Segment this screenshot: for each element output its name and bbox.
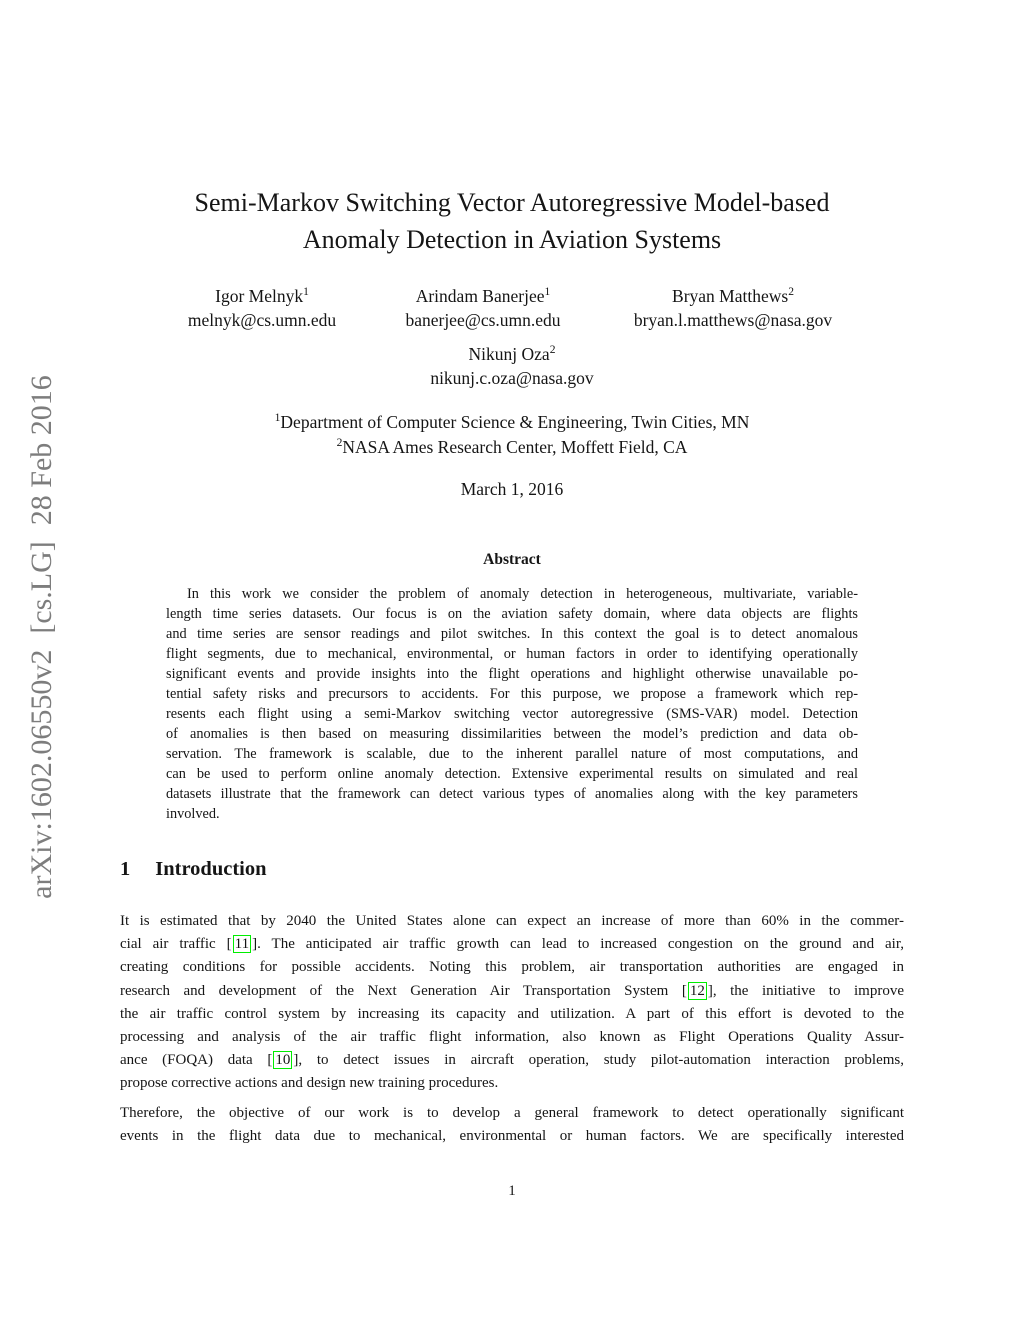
text-line: of anomalies is then based on measuring dissimilarities between the model’s prediction and data ob-: [166, 726, 858, 742]
citation-number: 11: [234, 936, 250, 953]
author-name-text: Bryan Matthews: [672, 286, 789, 306]
text-line: Therefore, the objective of our work is to develop a general framework to detect operationally significant: [120, 1105, 904, 1121]
section-heading-introduction: [120, 858, 267, 881]
author-block-3: [634, 284, 832, 332]
citation-link[interactable]: [ 12 ]: [681, 982, 713, 999]
affiliation-mark: 2: [336, 437, 343, 450]
paper-title: [0, 184, 1024, 258]
citation-link[interactable]: [ 10 ]: [267, 1052, 299, 1069]
affiliation-line-2: [0, 435, 1024, 460]
arxiv-category: [cs.LG]: [25, 541, 58, 634]
citation-number: 10: [275, 1052, 291, 1069]
author-affiliation-mark: 2: [788, 286, 794, 299]
text-line: In this work we consider the problem of anomaly detection in heterogeneous, multivariate, variable-: [187, 586, 858, 602]
text-line: processing and analysis of the air traffic flight information, also known as Flight Operations Quality Assur-: [120, 1029, 904, 1046]
author-email: melnyk@cs.umn.edu: [187, 310, 337, 330]
text-line: the air traffic control system by increasing its capacity and utilization. A part of this effort is devoted to the: [120, 1005, 904, 1022]
intro-paragraph-1: [120, 910, 904, 1096]
paper-title-line2: Anomaly Detection in Aviation Systems: [302, 225, 722, 254]
text-line: and time series are sensor readings and pilot switches. In this context the goal is to detect anomalous: [166, 626, 858, 642]
author-email: bryan.l.matthews@nasa.gov: [633, 310, 833, 330]
author-email: nikunj.c.oza@nasa.gov: [430, 368, 594, 388]
citation-link[interactable]: [ 11 ]: [226, 936, 258, 953]
page-number: 1: [508, 1183, 516, 1199]
author-name-text: Igor Melnyk: [215, 286, 304, 306]
arxiv-id: arXiv:1602.06550v2: [25, 649, 58, 899]
paper-date: March 1, 2016: [460, 479, 564, 499]
citation-number: 12: [689, 982, 705, 999]
affiliation-text: NASA Ames Research Center, Moffett Field, CA: [342, 437, 688, 457]
author-name: [188, 284, 336, 308]
author-affiliation-mark: 1: [544, 286, 551, 299]
author-name: [405, 284, 560, 308]
author-block-4: [430, 342, 593, 390]
text-line: involved.: [166, 806, 220, 822]
text-line: creating conditions for possible accidents. Noting this problem, air transportation authorities are engaged in: [120, 959, 904, 976]
text-line: cial air traffic [ 11 ]. The anticipated air traffic growth can lead to increased congestion on the ground and air,: [120, 936, 904, 953]
text-line: propose corrective actions and design new training procedures.: [120, 1075, 499, 1092]
text-line: can be used to perform online anomaly detection. Extensive experimental results on simulated and real: [166, 766, 858, 782]
section-title: Introduction: [155, 858, 267, 880]
text-line: resents each flight using a semi-Markov switching vector autoregressive (SMS-VAR) model. Detection: [166, 706, 858, 722]
text-line: research and development of the Next Generation Air Transportation System [ 12 ], the initiative to improve: [120, 982, 904, 999]
author-name-text: Arindam Banerjee: [415, 286, 545, 306]
text-line: datasets illustrate that the framework can detect various types of anomalies along with the key parameters: [166, 786, 858, 802]
section-number: 1: [120, 858, 131, 880]
author-name-text: Nikunj Oza: [468, 344, 550, 364]
arxiv-submit-date: 28 Feb 2016: [25, 375, 58, 526]
author-name: [430, 342, 593, 366]
text-line: ance (FOQA) data [ 10 ], to detect issues in aircraft operation, study pilot-automation interaction problems,: [120, 1052, 904, 1069]
affiliations: [0, 410, 1024, 460]
affiliation-line-1: [0, 410, 1024, 435]
paper-title-line1: Semi-Markov Switching Vector Autoregressive Model-based: [194, 188, 830, 217]
author-affiliation-mark: 1: [303, 286, 309, 299]
author-email: banerjee@cs.umn.edu: [405, 310, 561, 330]
affiliation-mark: 1: [274, 412, 281, 425]
text-line: tential safety risks and precursors to accidents. For this purpose, we propose a framework which rep-: [166, 686, 858, 702]
text-line: significant events and provide insights into the flight operations and highlight otherwise unavailable po-: [166, 666, 858, 682]
author-block-2: [405, 284, 560, 332]
author-name: [634, 284, 832, 308]
abstract-heading: Abstract: [483, 551, 541, 568]
text-line: servation. The framework is scalable, due to the inherent parallel nature of most computations, and: [166, 746, 858, 762]
text-line: events in the flight data due to mechanical, environmental or human factors. We are specifically interested: [120, 1128, 904, 1145]
text-line: It is estimated that by 2040 the United States alone can expect an increase of more than 60% in the commer-: [120, 913, 904, 929]
author-block-1: [188, 284, 336, 332]
text-line: length time series datasets. Our focus is on the aviation safety domain, where data objects are flights: [166, 606, 858, 622]
intro-paragraph-2: [120, 1102, 904, 1148]
author-affiliation-mark: 2: [549, 344, 556, 357]
text-line: flight segments, due to mechanical, environmental, or human factors in order to identifying operationally: [166, 646, 858, 662]
affiliation-text: Department of Computer Science & Engineering, Twin Cities, MN: [280, 412, 750, 432]
abstract-body: [166, 584, 858, 824]
